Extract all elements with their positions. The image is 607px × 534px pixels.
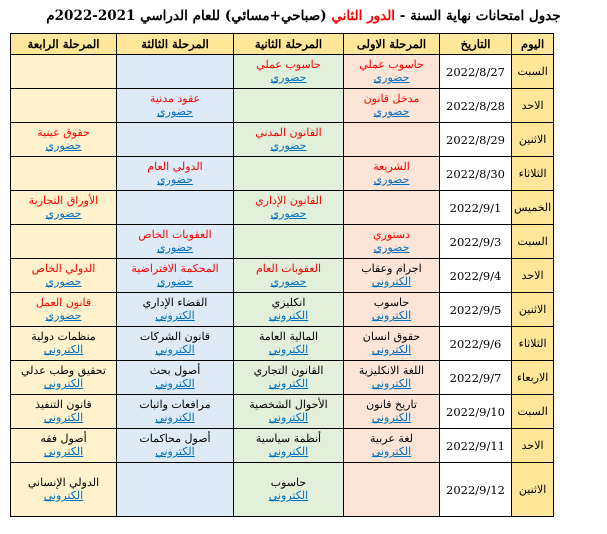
stage3-cell <box>117 89 234 123</box>
stage1-cell <box>344 123 440 157</box>
header-day: اليوم <box>512 34 554 55</box>
stage4-cell <box>11 191 117 225</box>
stage1-cell <box>344 463 440 517</box>
stage1-cell <box>344 191 440 225</box>
subject-name: قانون الشركات <box>139 330 211 344</box>
stage2-cell <box>234 157 344 191</box>
exam-mode: الكتروني <box>268 343 309 357</box>
stage4-cell <box>11 55 117 89</box>
exam-mode: الكتروني <box>43 411 84 425</box>
stage2-cell <box>234 89 344 123</box>
stage4-cell <box>11 157 117 191</box>
stage1-cell <box>344 89 440 123</box>
stage1-cell <box>344 429 440 463</box>
schedule-body <box>11 55 554 517</box>
subject-name: اجرام وعقاب <box>361 262 422 276</box>
subject-name: أصول محاكمات <box>139 432 211 446</box>
stage3-cell <box>117 55 234 89</box>
exam-mode: حضوري <box>373 241 410 255</box>
subject-name: الدولي الإنساني <box>27 476 100 490</box>
stage1-cell <box>344 327 440 361</box>
subject-name: الدولي الخاص <box>31 262 96 276</box>
stage2-cell <box>234 55 344 89</box>
day-cell: الاحد <box>512 259 554 293</box>
stage2-cell <box>234 123 344 157</box>
exam-mode: حضوري <box>373 173 410 187</box>
stage2-cell <box>234 327 344 361</box>
table-row <box>11 429 554 463</box>
subject-name: عقود مدنية <box>149 92 201 106</box>
subject-name: الأحوال الشخصية <box>249 398 328 412</box>
stage4-cell <box>11 293 117 327</box>
subject-name: حقوق عينية <box>37 126 90 140</box>
exam-mode: الكتروني <box>268 377 309 391</box>
stage1-cell <box>344 293 440 327</box>
date-cell: 2022/9/11 <box>440 429 512 463</box>
exam-mode: حضوري <box>157 105 193 119</box>
exam-mode: حضوري <box>270 275 307 289</box>
exam-mode: حضوري <box>45 207 82 221</box>
subject-name: أصول فقه <box>40 432 87 446</box>
table-row <box>11 55 554 89</box>
date-cell: 2022/9/1 <box>440 191 512 225</box>
exam-mode: الكتروني <box>43 343 84 357</box>
subject-name: حاسوب <box>270 476 307 490</box>
exam-mode: حضوري <box>157 173 193 187</box>
exam-mode: الكتروني <box>371 343 412 357</box>
table-row <box>11 293 554 327</box>
table-row <box>11 361 554 395</box>
header-stage4: المرحلة الرابعة <box>11 34 117 55</box>
date-cell: 2022/9/6 <box>440 327 512 361</box>
stage4-cell <box>11 89 117 123</box>
day-cell: الاثنين <box>512 293 554 327</box>
date-cell: 2022/9/10 <box>440 395 512 429</box>
exam-mode: الكتروني <box>155 445 195 459</box>
date-cell: 2022/9/7 <box>440 361 512 395</box>
stage3-cell <box>117 225 234 259</box>
subject-name: حاسوب عملي <box>256 58 321 72</box>
day-cell: الاثنين <box>512 463 554 517</box>
date-cell: 2022/8/28 <box>440 89 512 123</box>
stage4-cell <box>11 327 117 361</box>
exam-mode: حضوري <box>45 275 82 289</box>
stage3-cell <box>117 395 234 429</box>
day-cell: الاربعاء <box>512 361 554 395</box>
stage2-cell <box>234 225 344 259</box>
stage1-cell <box>344 225 440 259</box>
subject-name: انكليزي <box>271 296 306 310</box>
stage4-cell <box>11 123 117 157</box>
stage2-cell <box>234 395 344 429</box>
date-cell: 2022/8/27 <box>440 55 512 89</box>
subject-name: اللغة الانكليزية <box>358 364 425 378</box>
stage3-cell <box>117 157 234 191</box>
subject-name: الدولي العام <box>147 160 203 174</box>
stage2-cell <box>234 361 344 395</box>
stage2-cell <box>234 429 344 463</box>
exam-mode: حضوري <box>373 71 410 85</box>
exam-mode: الكتروني <box>43 489 84 503</box>
subject-name: القانون التجاري <box>253 364 324 378</box>
subject-name: العقوبات العام <box>255 262 322 276</box>
date-cell: 2022/9/3 <box>440 225 512 259</box>
stage4-cell <box>11 429 117 463</box>
day-cell: الاثنين <box>512 123 554 157</box>
exam-mode: حضوري <box>157 241 193 255</box>
exam-mode: الكتروني <box>268 411 309 425</box>
subject-name: المالية العامة <box>258 330 319 344</box>
subject-name: حاسوب عملي <box>359 58 424 72</box>
stage4-cell <box>11 225 117 259</box>
stage1-cell <box>344 395 440 429</box>
exam-mode: الكتروني <box>155 411 195 425</box>
exam-mode: الكتروني <box>43 445 84 459</box>
date-cell: 2022/8/29 <box>440 123 512 157</box>
exam-mode: حضوري <box>270 207 307 221</box>
exam-mode: الكتروني <box>371 445 412 459</box>
header-row <box>11 34 554 55</box>
subject-name: أصول بحث <box>149 364 201 378</box>
stage4-cell <box>11 463 117 517</box>
table-row <box>11 463 554 517</box>
stage3-cell <box>117 463 234 517</box>
stage4-cell <box>11 361 117 395</box>
exam-mode: الكتروني <box>371 275 412 289</box>
exam-mode: الكتروني <box>371 411 412 425</box>
date-cell: 2022/9/4 <box>440 259 512 293</box>
subject-name: قانون التنفيذ <box>35 398 92 412</box>
subject-name: القانون المدني <box>255 126 322 140</box>
date-cell: 2022/9/12 <box>440 463 512 517</box>
stage3-cell <box>117 429 234 463</box>
day-cell: الثلاثاء <box>512 327 554 361</box>
table-row <box>11 157 554 191</box>
day-cell: السبت <box>512 225 554 259</box>
subject-name: لغة عربية <box>370 432 413 446</box>
stage3-cell <box>117 191 234 225</box>
subject-name: المحكمة الافتراضية <box>131 262 219 276</box>
exam-mode: الكتروني <box>155 309 195 323</box>
exam-mode: حضوري <box>157 275 193 289</box>
stage2-cell <box>234 191 344 225</box>
table-row <box>11 89 554 123</box>
header-stage3: المرحلة الثالثة <box>117 34 234 55</box>
exam-mode: حضوري <box>45 139 82 153</box>
exam-mode: الكتروني <box>268 309 309 323</box>
day-cell: السبت <box>512 395 554 429</box>
exam-schedule-table <box>10 33 554 517</box>
exam-mode: الكتروني <box>43 377 84 391</box>
header-stage2: المرحلة الثانية <box>234 34 344 55</box>
stage1-cell <box>344 55 440 89</box>
subject-name: تاريخ قانون <box>366 398 417 412</box>
subject-name: الأوراق التجارية <box>28 194 99 208</box>
exam-mode: الكتروني <box>155 343 195 357</box>
exam-mode: الكتروني <box>268 489 309 503</box>
subject-name: الشريعة <box>373 160 410 174</box>
exam-mode: حضوري <box>373 105 410 119</box>
table-row <box>11 259 554 293</box>
subject-name: أنظمة سياسية <box>255 432 322 446</box>
exam-mode: الكتروني <box>155 377 195 391</box>
exam-mode: حضوري <box>270 139 307 153</box>
subject-name: القضاء الإداري <box>142 296 208 310</box>
stage3-cell <box>117 361 234 395</box>
table-row <box>11 327 554 361</box>
date-cell: 2022/9/5 <box>440 293 512 327</box>
day-cell: الثلاثاء <box>512 157 554 191</box>
subject-name: قانون العمل <box>35 296 92 310</box>
exam-mode: الكتروني <box>371 309 412 323</box>
header-stage1: المرحلة الاولى <box>344 34 440 55</box>
table-row <box>11 191 554 225</box>
subject-name: حقوق انسان <box>362 330 421 344</box>
table-row <box>11 123 554 157</box>
date-cell: 2022/8/30 <box>440 157 512 191</box>
subject-name: العقوبات الخاص <box>138 228 212 242</box>
exam-mode: حضوري <box>45 309 82 323</box>
table-row <box>11 395 554 429</box>
page-title <box>0 0 607 24</box>
day-cell: الاحد <box>512 429 554 463</box>
stage4-cell <box>11 395 117 429</box>
stage3-cell <box>117 327 234 361</box>
subject-name: دستوري <box>372 228 411 242</box>
subject-name: منظمات دولية <box>31 330 96 344</box>
stage3-cell <box>117 123 234 157</box>
exam-mode: الكتروني <box>371 377 412 391</box>
table-row <box>11 225 554 259</box>
day-cell: السبت <box>512 55 554 89</box>
day-cell: الاحد <box>512 89 554 123</box>
day-cell: الخميس <box>512 191 554 225</box>
title-part-1: جدول امتحانات نهاية السنة - <box>395 8 561 24</box>
stage2-cell <box>234 463 344 517</box>
stage2-cell <box>234 259 344 293</box>
stage1-cell <box>344 361 440 395</box>
subject-name: مرافعات واثبات <box>139 398 211 412</box>
stage1-cell <box>344 259 440 293</box>
subject-name: حاسوب <box>373 296 410 310</box>
exam-mode: حضوري <box>270 71 307 85</box>
title-part-3: (صباحي+مسائي) للعام الدراسي 2021-2022م <box>46 8 332 24</box>
stage3-cell <box>117 259 234 293</box>
stage2-cell <box>234 293 344 327</box>
stage1-cell <box>344 157 440 191</box>
subject-name: القانون الإداري <box>255 194 322 208</box>
subject-name: تحقيق وطب عدلي <box>21 364 106 378</box>
stage4-cell <box>11 259 117 293</box>
header-date: التاريخ <box>440 34 512 55</box>
title-round-label: الدور الثاني <box>331 8 396 24</box>
exam-mode: الكتروني <box>268 445 309 459</box>
subject-name: مدخل قانون <box>363 92 420 106</box>
stage3-cell <box>117 293 234 327</box>
